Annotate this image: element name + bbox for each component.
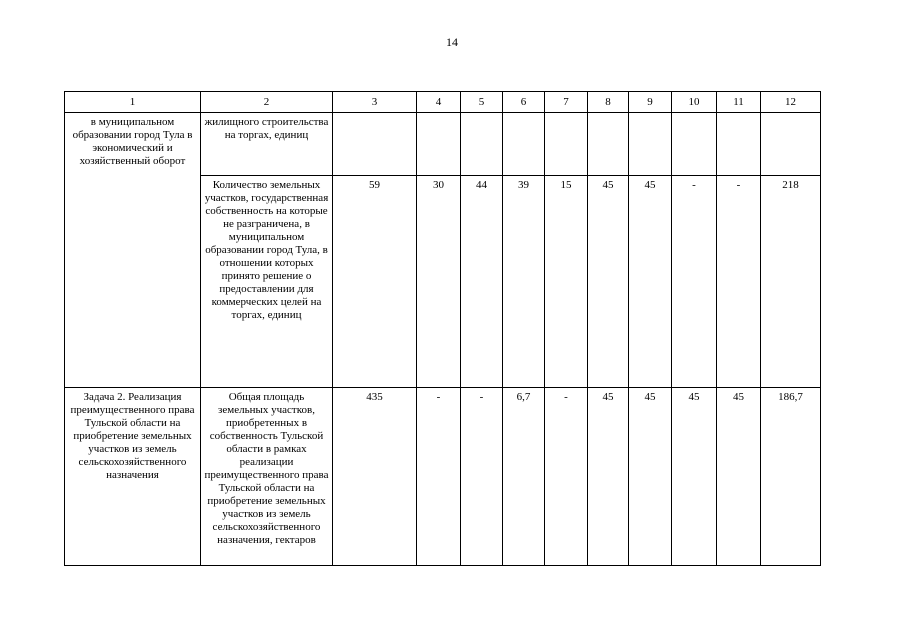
table-row <box>65 176 821 388</box>
value-cell: 435 <box>333 388 417 566</box>
value-cell: - <box>545 388 588 566</box>
value-cell: - <box>417 388 461 566</box>
task-cell: Задача 2. Реализация преимущественного права Тульской области на приобретение земельных участков из земель сельскохозяйственного назначения <box>65 388 201 566</box>
value-cell: 6,7 <box>503 388 545 566</box>
value-cell: 218 <box>761 176 821 388</box>
value-cell: 45 <box>588 388 629 566</box>
value-cell: 45 <box>672 388 717 566</box>
header-cell: 5 <box>461 92 503 113</box>
value-cell: 39 <box>503 176 545 388</box>
header-cell: 7 <box>545 92 588 113</box>
value-cell <box>333 113 417 176</box>
value-cell: 45 <box>717 388 761 566</box>
value-cell: - <box>461 388 503 566</box>
value-cell <box>717 113 761 176</box>
value-cell: 30 <box>417 176 461 388</box>
value-cell: 45 <box>588 176 629 388</box>
value-cell: 44 <box>461 176 503 388</box>
header-cell: 1 <box>65 92 201 113</box>
value-cell <box>672 113 717 176</box>
indicator-cell: жилищного строительства на торгах, единиц <box>201 113 333 176</box>
header-cell: 2 <box>201 92 333 113</box>
task-cell: в муниципальном образовании город Тула в экономический и хозяйственный оборот <box>65 113 201 176</box>
value-cell: - <box>672 176 717 388</box>
header-row <box>65 92 821 113</box>
table-row <box>65 113 821 176</box>
value-cell <box>545 113 588 176</box>
header-cell: 3 <box>333 92 417 113</box>
value-cell <box>761 113 821 176</box>
value-cell: 15 <box>545 176 588 388</box>
header-cell: 4 <box>417 92 461 113</box>
indicator-table <box>64 91 821 566</box>
task-cell <box>65 176 201 388</box>
header-cell: 10 <box>672 92 717 113</box>
value-cell: 45 <box>629 388 672 566</box>
indicator-cell: Общая площадь земельных участков, приобретенных в собственность Тульской области в рамках реализации преимущественного права Тульской области на приобретение земельных участков из земель сельскохозяйственного назначения, гектаров <box>201 388 333 566</box>
header-cell: 12 <box>761 92 821 113</box>
page-number: 14 <box>446 35 458 49</box>
table-row <box>65 388 821 566</box>
value-cell: - <box>717 176 761 388</box>
indicator-cell: Количество земельных участков, государственная собственность на которые не разграничена, в муниципальном образовании город Тула, в отношении которых принято решение о предоставлении для коммерческих целей на торгах, единиц <box>201 176 333 388</box>
header-cell: 8 <box>588 92 629 113</box>
value-cell: 59 <box>333 176 417 388</box>
value-cell: 186,7 <box>761 388 821 566</box>
header-cell: 6 <box>503 92 545 113</box>
value-cell <box>629 113 672 176</box>
header-cell: 9 <box>629 92 672 113</box>
value-cell <box>461 113 503 176</box>
header-cell: 11 <box>717 92 761 113</box>
value-cell <box>503 113 545 176</box>
value-cell: 45 <box>629 176 672 388</box>
value-cell <box>588 113 629 176</box>
value-cell <box>417 113 461 176</box>
